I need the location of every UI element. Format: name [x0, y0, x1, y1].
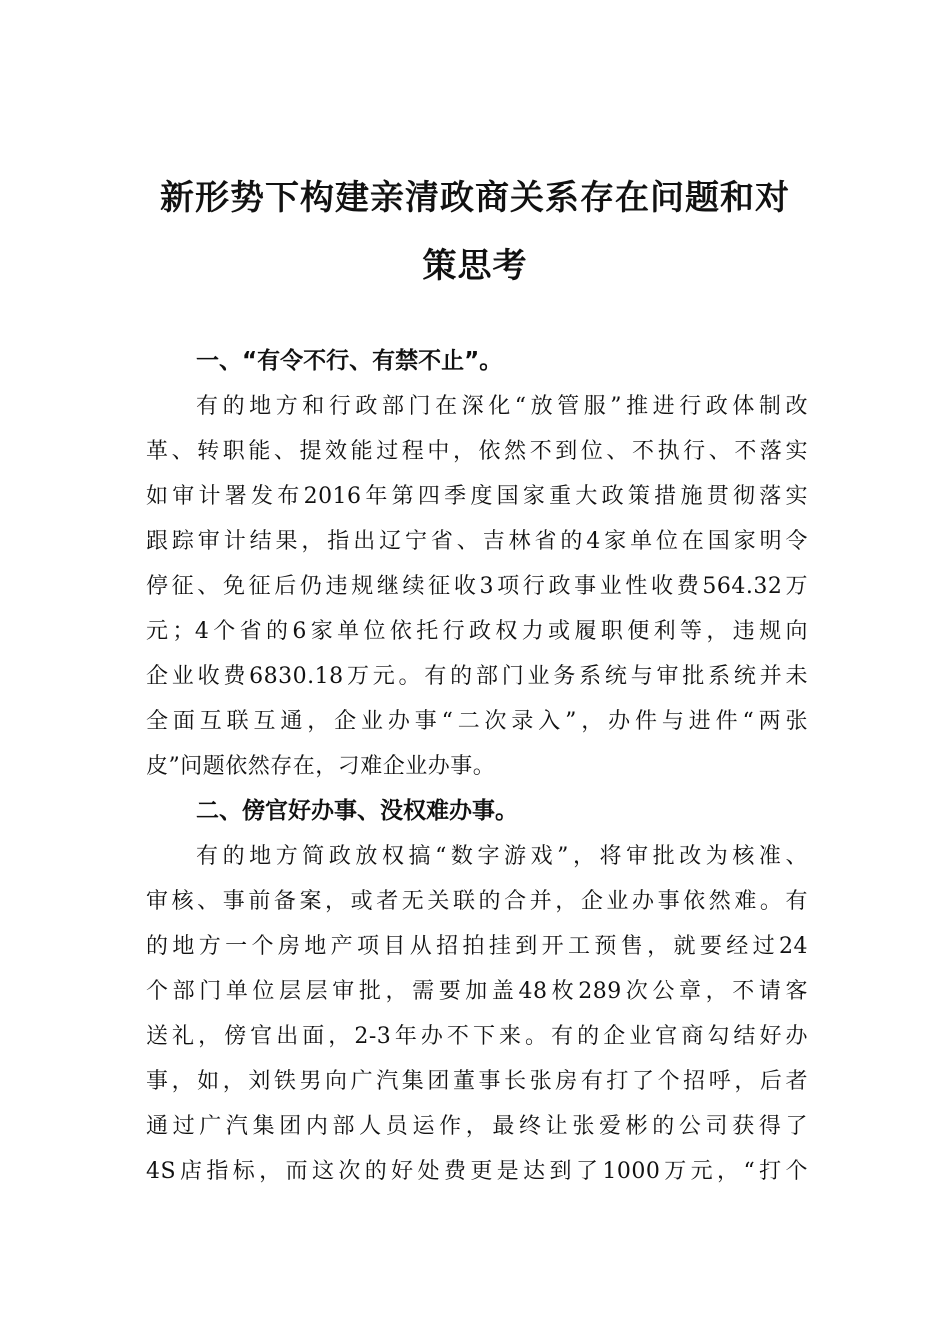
document-title-line-2: 策思考 — [422, 246, 528, 286]
paragraph-line: 有的地方和行政部门在深化“放管服”推进行政体制改 — [196, 394, 808, 419]
paragraph-line: 革、转职能、提效能过程中，依然不到位、不执行、不落实 — [146, 439, 808, 464]
paragraph-line: 有的地方简政放权搞“数字游戏”，将审批改为核准、 — [196, 844, 808, 869]
paragraph-line: 停征、免征后仍违规继续征收3项行政事业性收费564.32万 — [146, 574, 808, 599]
paragraph-line: 元；4个省的6家单位依托行政权力或履职便利等，违规向 — [146, 619, 808, 644]
paragraph-line: 4S店指标，而这次的好处费更是达到了1000万元，“打个 — [146, 1159, 808, 1184]
paragraph-line: 个部门单位层层审批，需要加盖48枚289次公章，不请客 — [146, 979, 808, 1004]
paragraph-line: 企业收费6830.18万元。有的部门业务系统与审批系统并未 — [146, 664, 808, 689]
document-title-line-1: 新形势下构建亲清政商关系存在问题和对 — [160, 178, 790, 218]
paragraph-line: 送礼，傍官出面，2-3年办不下来。有的企业官商勾结好办 — [146, 1024, 808, 1049]
paragraph-line: 的地方一个房地产项目从招拍挂到开工预售，就要经过24 — [146, 934, 808, 959]
paragraph-line: 皮”问题依然存在，刁难企业办事。 — [146, 754, 496, 779]
section-1-heading: 一、“有令不行、有禁不止”。 — [196, 348, 503, 374]
paragraph-line: 跟踪审计结果，指出辽宁省、吉林省的4家单位在国家明令 — [146, 529, 808, 554]
paragraph-line: 全面互联互通，企业办事“二次录入”，办件与进件“两张 — [146, 709, 808, 734]
section-2-heading: 二、傍官好办事、没权难办事。 — [196, 798, 518, 824]
paragraph-line: 事，如，刘铁男向广汽集团董事长张房有打了个招呼，后者 — [146, 1069, 808, 1094]
paragraph-line: 审核、事前备案，或者无关联的合并，企业办事依然难。有 — [146, 889, 808, 914]
paragraph-line: 通过广汽集团内部人员运作，最终让张爱彬的公司获得了 — [146, 1114, 808, 1139]
paragraph-line: 如审计署发布2016年第四季度国家重大政策措施贯彻落实 — [146, 484, 808, 509]
